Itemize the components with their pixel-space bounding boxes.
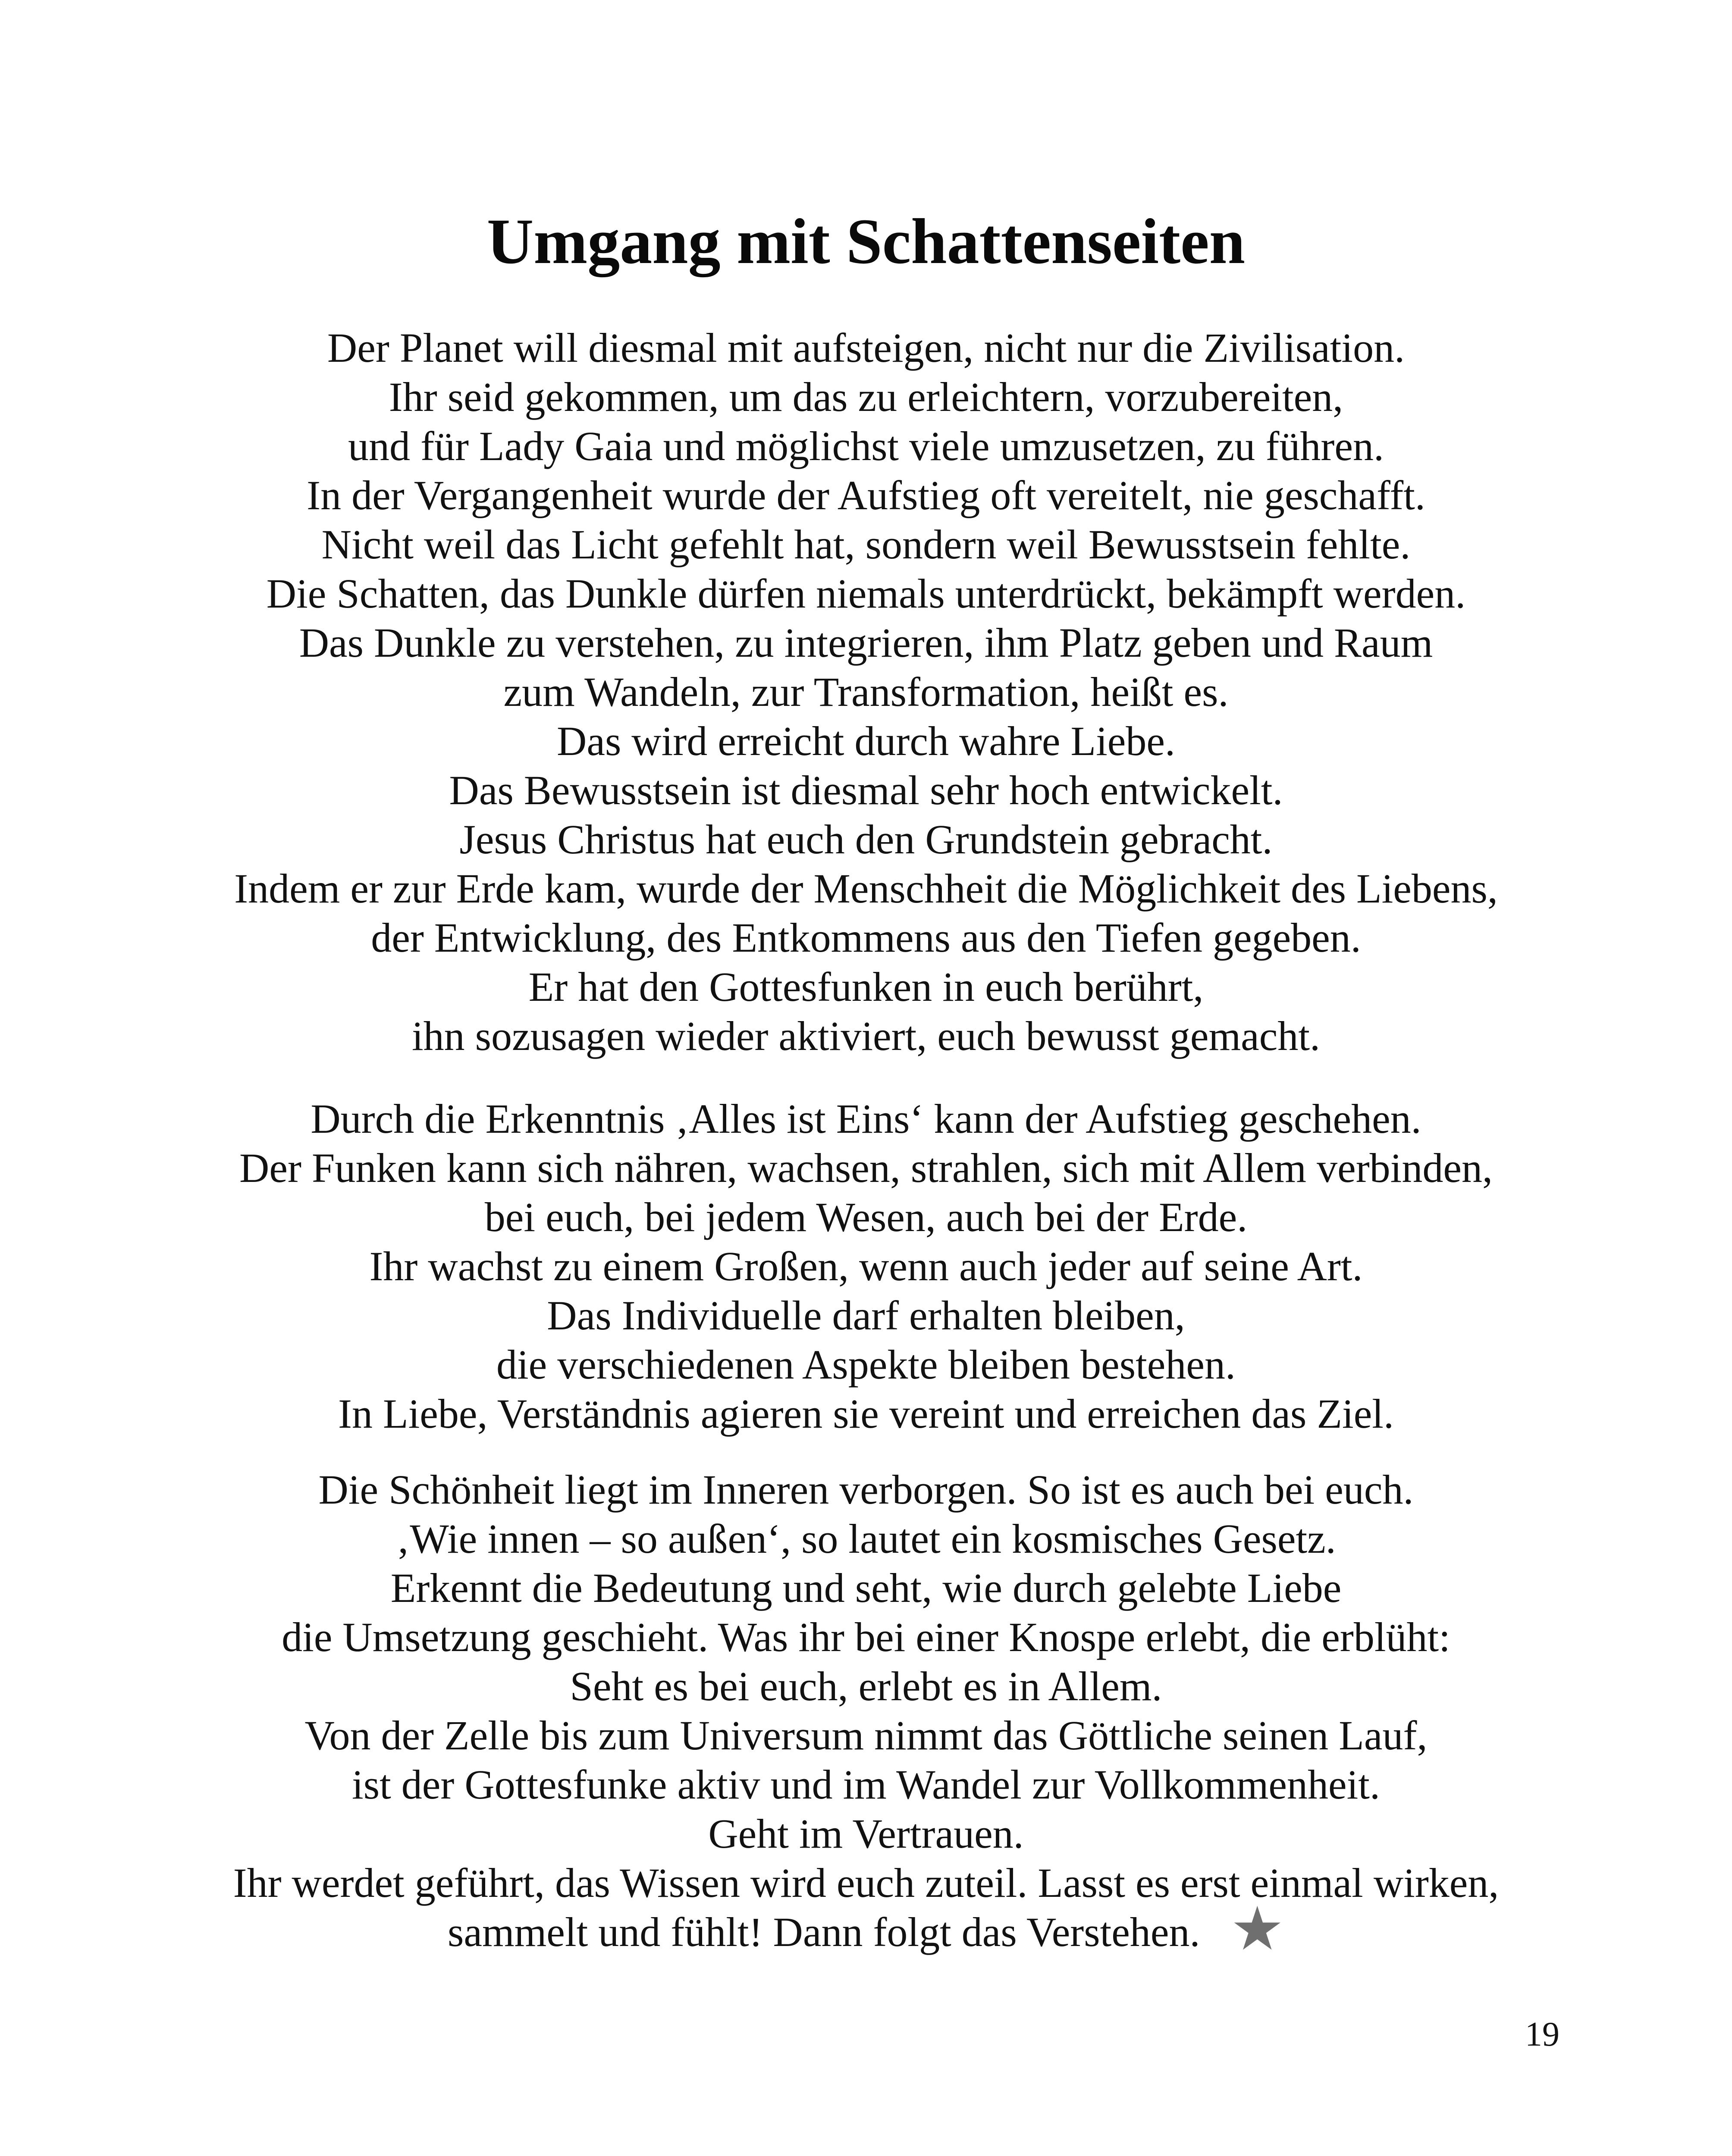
- text-line: In Liebe, Verständnis agieren sie vereint und erreichen das Ziel.: [338, 1391, 1394, 1437]
- text-line: Indem er zur Erde kam, wurde der Menschheit die Möglichkeit des Liebens,: [234, 865, 1498, 912]
- text-line: ‚Wie innen – so außen‘, so lautet ein kosmisches Gesetz.: [396, 1516, 1336, 1562]
- text-line: Die Schatten, das Dunkle dürfen niemals unterdrückt, bekämpft werden.: [266, 570, 1466, 617]
- stanza-1: [0, 323, 1732, 1061]
- text-line: Das wird erreicht durch wahre Liebe.: [557, 718, 1175, 764]
- text-line: Ihr seid gekommen, um das zu erleichtern, vorzubereiten,: [389, 374, 1343, 420]
- text-line: Von der Zelle bis zum Universum nimmt das Göttliche seinen Lauf,: [304, 1712, 1428, 1758]
- stanza-3: [0, 1465, 1732, 1964]
- text-line: Der Planet will diesmal mit aufsteigen, nicht nur die Zivilisation.: [327, 325, 1405, 371]
- text-line: In der Vergangenheit wurde der Aufstieg oft vereitelt, nie geschafft.: [307, 472, 1425, 518]
- text-line: Geht im Vertrauen.: [708, 1811, 1024, 1857]
- star-icon: ★: [1230, 1894, 1285, 1964]
- text-line: zum Wandeln, zur Transformation, heißt es.: [503, 669, 1229, 715]
- text-line: Der Funken kann sich nähren, wachsen, strahlen, sich mit Allem verbinden,: [239, 1145, 1493, 1191]
- text-line: Durch die Erkenntnis ‚Alles ist Eins‘ kann der Aufstieg geschehen.: [311, 1096, 1421, 1142]
- text-line: der Entwicklung, des Entkommens aus den Tiefen gegeben.: [371, 915, 1361, 961]
- text-line: Das Bewusstsein ist diesmal sehr hoch entwickelt.: [449, 767, 1283, 813]
- text-line: Das Individuelle darf erhalten bleiben,: [547, 1292, 1185, 1338]
- text-line: Er hat den Gottesfunken in euch berührt,: [528, 964, 1204, 1010]
- text-line: bei euch, bei jedem Wesen, auch bei der Erde.: [484, 1194, 1248, 1240]
- text-line: Seht es bei euch, erlebt es in Allem.: [570, 1663, 1162, 1709]
- text-line: Die Schönheit liegt im Inneren verborgen. So ist es auch bei euch.: [318, 1467, 1414, 1513]
- stanza-2: [0, 1094, 1732, 1438]
- text-line: Erkennt die Bedeutung und seht, wie durch gelebte Liebe: [390, 1565, 1342, 1611]
- page-title: Umgang mit Schattenseiten: [486, 206, 1246, 277]
- final-line: [0, 1894, 1732, 1964]
- text-line: Das Dunkle zu verstehen, zu integrieren, ihm Platz geben und Raum: [299, 620, 1433, 666]
- text-line: Jesus Christus hat euch den Grundstein gebracht.: [459, 816, 1273, 862]
- text-line: Nicht weil das Licht gefehlt hat, sondern weil Bewusstsein fehlte.: [321, 521, 1411, 567]
- text-line: ihn sozusagen wieder aktiviert, euch bewusst gemacht.: [412, 1013, 1320, 1059]
- text-line: die verschiedenen Aspekte bleiben bestehen.: [496, 1341, 1236, 1388]
- page-number: 19: [1525, 2015, 1559, 2053]
- text-line: ist der Gottesfunke aktiv und im Wandel zur Vollkommenheit.: [352, 1761, 1380, 1808]
- text-line: und für Lady Gaia und möglichst viele umzusetzen, zu führen.: [348, 423, 1384, 469]
- text-line: sammelt und fühlt! Dann folgt das Verstehen.: [447, 1909, 1200, 1955]
- text-line: Ihr werdet geführt, das Wissen wird euch zuteil. Lasst es erst einmal wirken,: [233, 1860, 1499, 1906]
- text-line: Ihr wachst zu einem Großen, wenn auch jeder auf seine Art.: [369, 1243, 1363, 1289]
- text-line: die Umsetzung geschieht. Was ihr bei einer Knospe erlebt, die erblüht:: [282, 1614, 1450, 1660]
